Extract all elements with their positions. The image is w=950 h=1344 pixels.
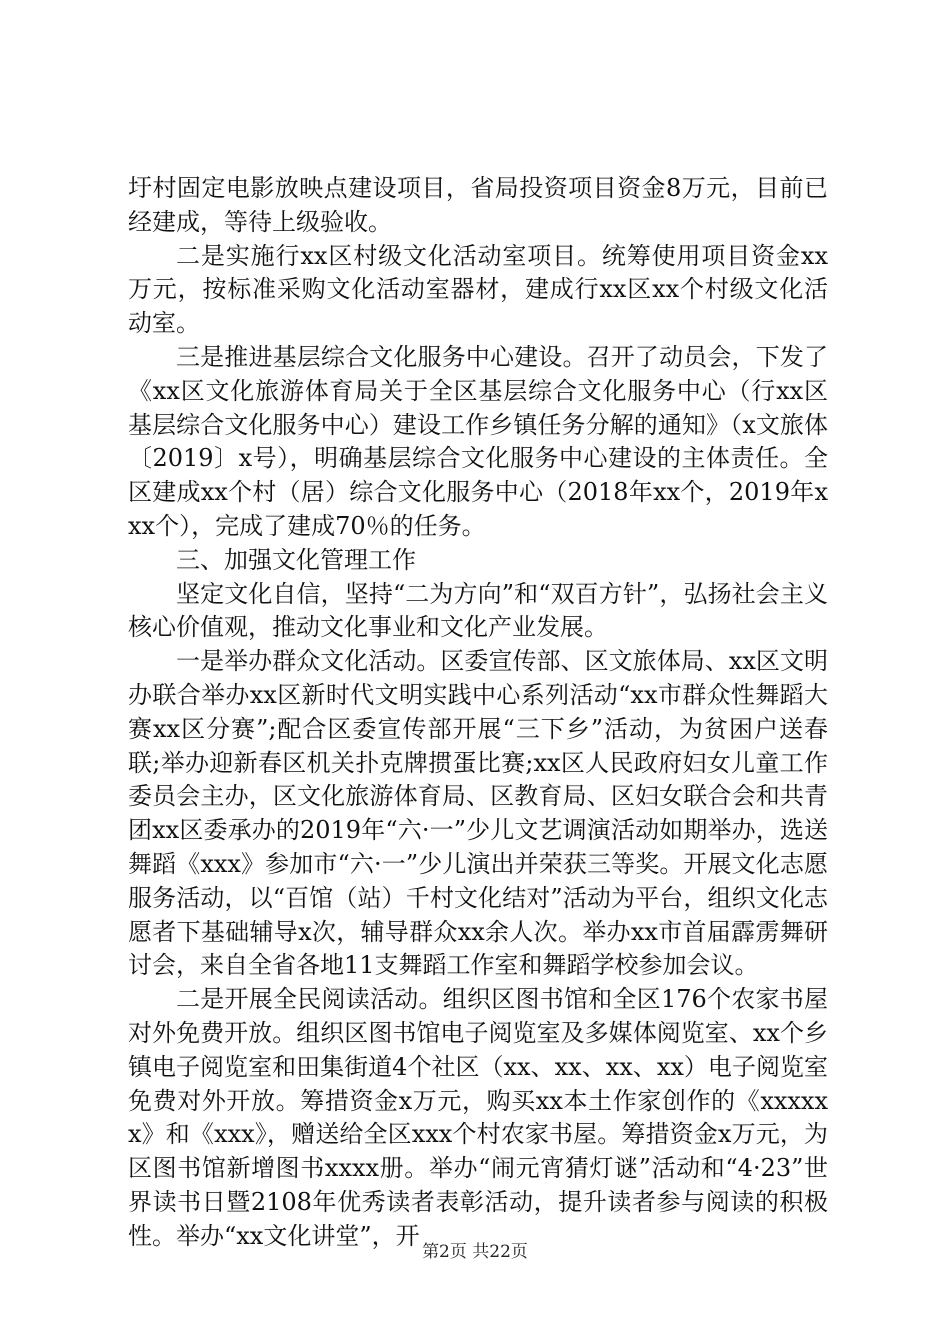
paragraph: 三是推进基层综合文化服务中心建设。召开了动员会，下发了《xx区文化旅游体育局关于全区基层综合文化服务中心（行xx区基层综合文化服务中心）建设工作乡镇任务分解的通知》（x文旅体〔2019〕x号），明确基层综合文化服务中心建设的主体责任。全区建成xx个村（居）综合文化服务中心（2018年xx个，2019年xxx个），完成了建成70％的任务。 [128, 342, 828, 540]
paragraph-continued: 圩村固定电影放映点建设项目，省局投资项目资金8万元，目前已经建成，等待上级验收。 [128, 174, 828, 236]
page-number: 第2页 共22页 [422, 1242, 528, 1262]
page-footer [0, 1240, 950, 1264]
paragraph: 一是举办群众文化活动。区委宣传部、区文旅体局、xx区文明办联合举办xx区新时代文明实践中心系列活动“xx市群众性舞蹈大赛xx区分赛”;配合区委宣传部开展“三下乡”活动，为贫困户送春联;举办迎新春区机关扑克牌掼蛋比赛;xx区人民政府妇女儿童工作委员会主办，区文化旅游体育局、区教育局、区妇女联合会和共青团xx区委承办的2019年“六·一”少儿文艺调演活动如期举办，选送舞蹈《xxx》参加市“六·一”少儿演出并荣获三等奖。开展文化志愿服务活动，以“百馆（站）千村文化结对”活动为平台，组织文化志愿者下基础辅导x次，辅导群众xx余人次。举办xx市首届霹雳舞研讨会，来自全省各地11支舞蹈工作室和舞蹈学校参加会议。 [128, 647, 828, 980]
paragraph: 坚定文化自信，坚持“二为方向”和“双百方针”，弘扬社会主义核心价值观，推动文化事业和文化产业发展。 [128, 579, 828, 642]
paragraph: 二是开展全民阅读活动。组织区图书馆和全区176个农家书屋对外免费开放。组织区图书馆电子阅览室及多媒体阅览室、xx个乡镇电子阅览室和田集街道4个社区（xx、xx、xx、xx）电子阅览室免费对外开放。筹措资金x万元，购买xx本土作家创作的《xxxxxx》和《xxx》，赠送给全区xxx个村农家书屋。筹措资金x万元，为区图书馆新增图书xxxx册。举办“闹元宵猜灯谜”活动和“4·23”世界读书日暨2108年优秀读者表彰活动，提升读者参与阅读的积极性。举办“xx文化讲堂”，开 [128, 985, 828, 1250]
document-body [128, 172, 828, 1254]
paragraph: 二是实施行xx区村级文化活动室项目。统筹使用项目资金xx万元，按标准采购文化活动室器材，建成行xx区xx个村级文化活动室。 [128, 241, 828, 338]
section-heading: 三、加强文化管理工作 [176, 545, 416, 574]
